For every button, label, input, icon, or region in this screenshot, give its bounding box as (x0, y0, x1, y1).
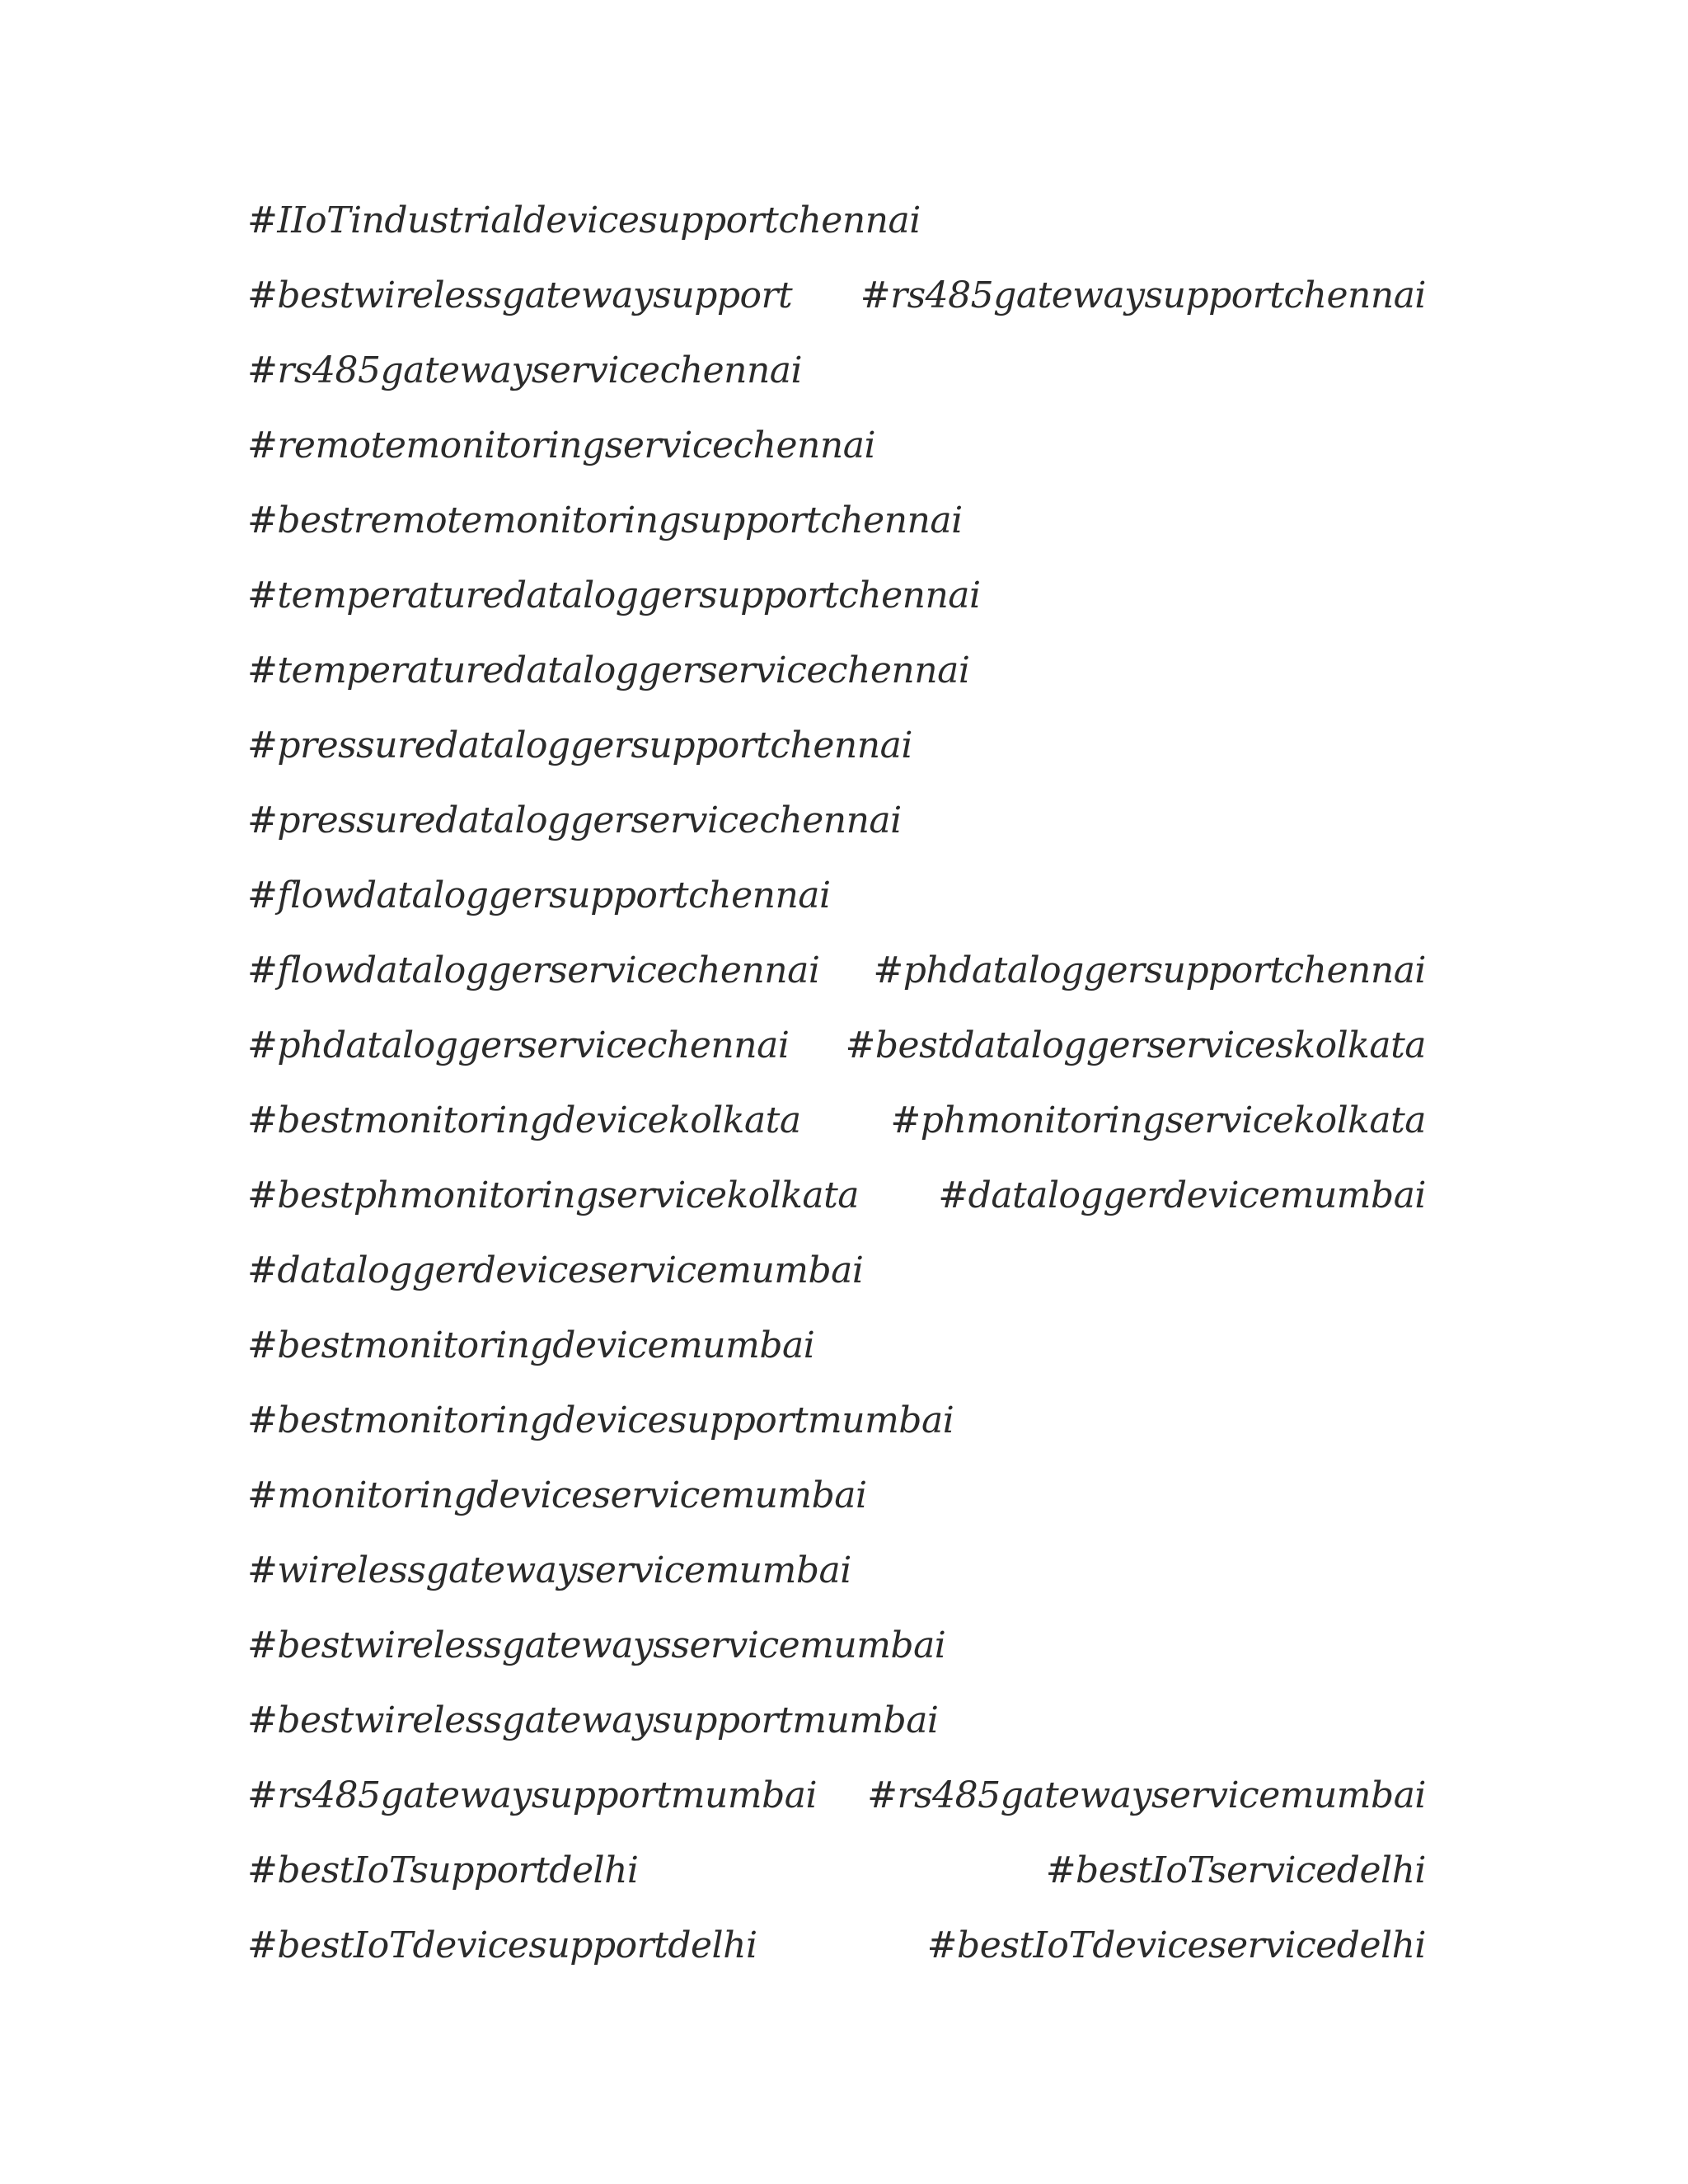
hashtag-line (247, 633, 1426, 708)
hashtag: #pressuredataloggerservicechennai (247, 799, 902, 841)
hashtag: #bestphmonitoringservicekolkata (247, 1174, 860, 1216)
hashtag: #phdataloggerservicechennai (247, 1024, 790, 1066)
hashtag: #monitoringdeviceservicemumbai (247, 1474, 867, 1516)
hashtag-list (247, 183, 1426, 1983)
hashtag: #bestremotemonitoringsupportchennai (247, 499, 963, 541)
hashtag-line (247, 1458, 1426, 1533)
hashtag: #bestIoTdevicesupportdelhi (247, 1924, 757, 1966)
hashtag: #flowdataloggersupportchennai (247, 874, 831, 916)
hashtag: #temperaturedataloggersupportchennai (247, 574, 981, 616)
hashtag-line (247, 1683, 1426, 1758)
hashtag-line (247, 183, 1426, 258)
hashtag-line (247, 1233, 1426, 1308)
hashtag-line (247, 1833, 1426, 1908)
hashtag-line (247, 333, 1426, 408)
hashtag: #bestwirelessgatewaysupport (247, 274, 793, 316)
hashtag: #bestdataloggerserviceskolkata (845, 1024, 1426, 1066)
hashtag: #dataloggerdeviceservicemumbai (247, 1249, 864, 1291)
hashtag-line (247, 1908, 1426, 1983)
hashtag: #rs485gatewayservicemumbai (867, 1774, 1426, 1816)
hashtag: #rs485gatewayservicechennai (247, 349, 803, 391)
hashtag: #bestwirelessgatewaysservicemumbai (247, 1624, 946, 1666)
hashtag-line (247, 258, 1426, 333)
hashtag-line (247, 1308, 1426, 1383)
hashtag-line (247, 1158, 1426, 1233)
hashtag-line (247, 558, 1426, 633)
hashtag: #IIoTindustrialdevicesupportchennai (247, 199, 921, 241)
hashtag: #wirelessgatewayservicemumbai (247, 1549, 851, 1591)
hashtag-line (247, 1608, 1426, 1683)
hashtag: #bestmonitoringdevicekolkata (247, 1099, 801, 1141)
hashtag: #temperaturedataloggerservicechennai (247, 649, 970, 691)
hashtag: #pressuredataloggersupportchennai (247, 724, 912, 766)
hashtag-line (247, 408, 1426, 483)
hashtag-line (247, 708, 1426, 783)
hashtag: #bestIoTsupportdelhi (247, 1849, 639, 1891)
hashtag: #phdataloggersupportchennai (873, 949, 1426, 991)
hashtag: #rs485gatewaysupportmumbai (247, 1774, 818, 1816)
hashtag-line (247, 1533, 1426, 1608)
hashtag: #remotemonitoringservicechennai (247, 424, 876, 466)
hashtag: #bestwirelessgatewaysupportmumbai (247, 1699, 939, 1741)
hashtag: #rs485gatewaysupportchennai (860, 274, 1426, 316)
hashtag: #bestIoTdeviceservicedelhi (926, 1924, 1426, 1966)
hashtag-line (247, 858, 1426, 933)
hashtag-line (247, 783, 1426, 858)
hashtag: #bestmonitoringdevicemumbai (247, 1324, 815, 1366)
hashtag: #phmonitoringservicekolkata (890, 1099, 1426, 1141)
hashtag-line (247, 1383, 1426, 1458)
hashtag: #bestmonitoringdevicesupportmumbai (247, 1399, 954, 1441)
hashtag: #flowdataloggerservicechennai (247, 949, 820, 991)
hashtag-line (247, 1008, 1426, 1083)
hashtag: #dataloggerdevicemumbai (938, 1174, 1426, 1216)
hashtag-line (247, 1083, 1426, 1158)
hashtag-line (247, 933, 1426, 1008)
hashtag-line (247, 483, 1426, 558)
hashtag: #bestIoTservicedelhi (1045, 1849, 1426, 1891)
hashtag-line (247, 1758, 1426, 1833)
